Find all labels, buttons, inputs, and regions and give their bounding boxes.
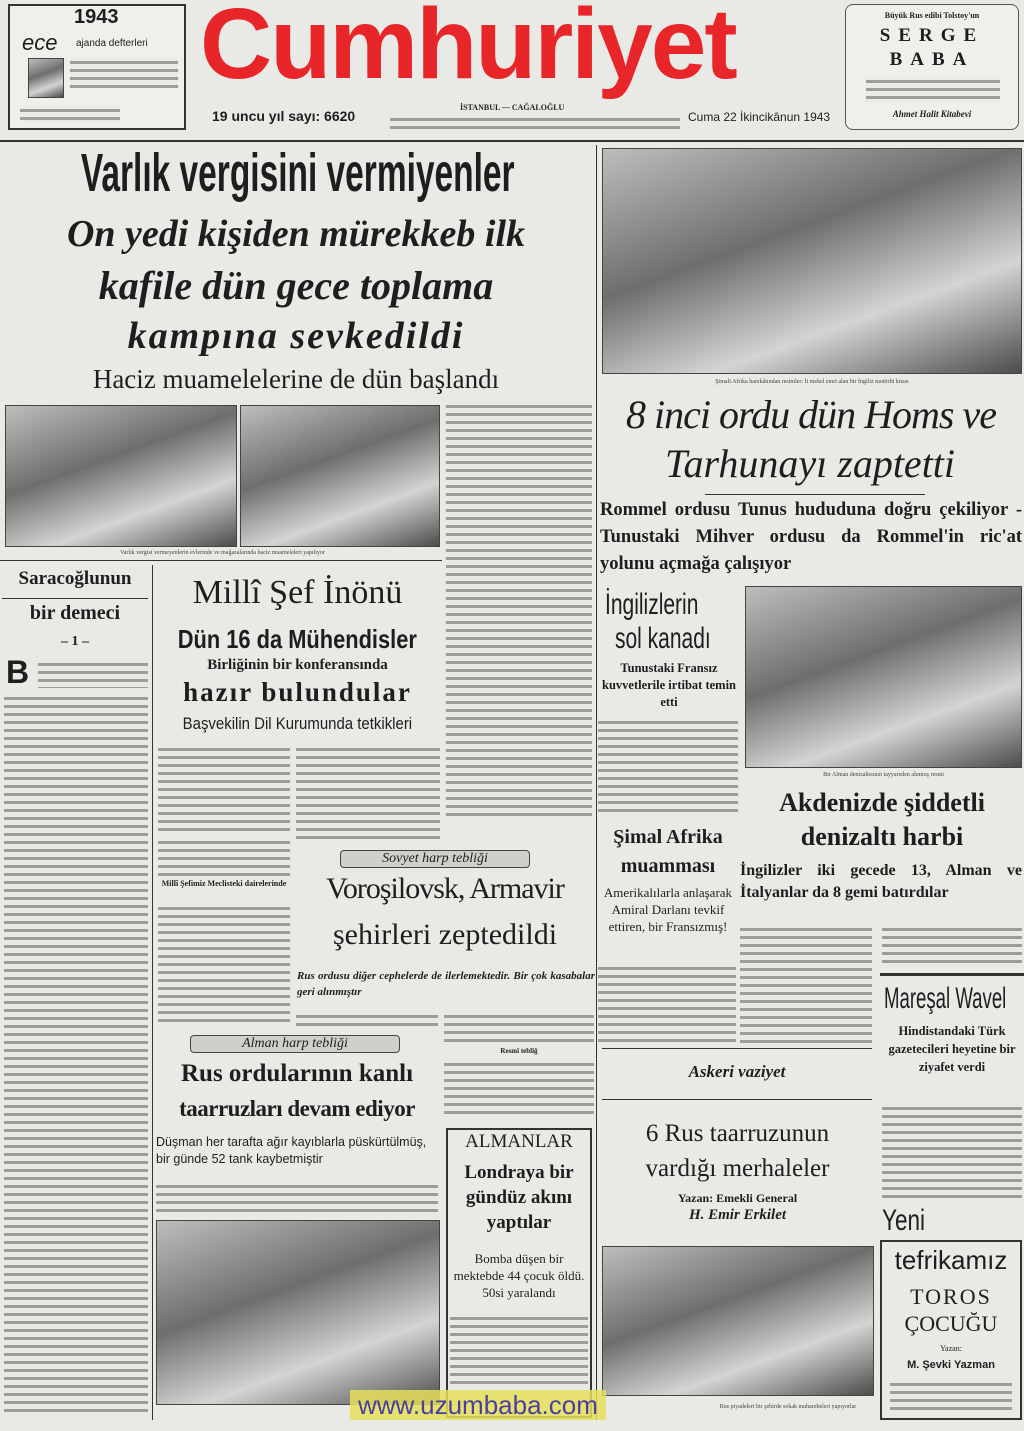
left-flank-deck: Tunustaki Fransız kuvvetlerile irtibat temin etti bbox=[602, 661, 736, 709]
simal-h1: Şimal Afrika bbox=[613, 826, 723, 848]
lead-sub-2: kafile dün gece toplama bbox=[98, 263, 494, 308]
left-flank-h2: sol kanadı bbox=[615, 622, 711, 655]
serial-title-2: ÇOCUĞU bbox=[904, 1311, 998, 1336]
serge-baba-ad: Büyük Rus edibi Tolstoy'un SERGE BABA Ahmet Halit Kitabevi bbox=[845, 4, 1019, 130]
issue-date: Cuma 22 İkincikânun 1943 bbox=[688, 110, 831, 124]
wavel-h1: Mareşal Wavel bbox=[884, 982, 1007, 1015]
serial-h1: Yeni bbox=[882, 1204, 925, 1237]
soviet-h1: Voroşilovsk, Armavir bbox=[326, 872, 564, 905]
saracoglu-h1: Saracoğlunun bbox=[18, 568, 132, 589]
lead-caption: Varlık vergisi vermeyenlerin evlerinde ve mağazalarında haciz muameleleri yapılıyor bbox=[120, 550, 325, 556]
city-line: İSTANBUL — CAĞALOĞLU bbox=[460, 103, 565, 112]
lead-headline: Varlık vergisini vermiyenler bbox=[80, 143, 515, 203]
inonu-h1: Millî Şef İnönü bbox=[192, 574, 403, 611]
watermark: www.uzumbaba.com bbox=[350, 1390, 606, 1420]
lead-sub-3: kampına sevkedildi bbox=[127, 315, 465, 357]
lead-photo-2 bbox=[240, 405, 440, 547]
submarine-deck: İngilizler iki gecede 13, Alman ve İtalyanlar da 8 gemi batırdılar bbox=[740, 862, 1022, 901]
german-deck: Düşman her tarafta ağır kayıblarla püskürtülmüş, bir günde 52 tank kaybetmiştir bbox=[156, 1135, 427, 1166]
lead-sub-1: On yedi kişiden mürekkeb ilk bbox=[66, 213, 526, 255]
inonu-h5: Başvekilin Dil Kurumunda tetkikleri bbox=[182, 714, 413, 733]
military-author: H. Emir Erkilet bbox=[688, 1207, 787, 1223]
africa-headline-1: 8 inci ordu dün Homs ve bbox=[626, 392, 996, 437]
submarine-photo bbox=[745, 586, 1022, 768]
newspaper-title: Cumhuriyet bbox=[200, 0, 736, 100]
left-flank-h1: İngilizlerin bbox=[605, 588, 699, 621]
simal-h2: muamması bbox=[620, 855, 716, 877]
military-photo bbox=[602, 1246, 874, 1396]
soviet-h2: şehirleri zeptedildi bbox=[332, 918, 558, 951]
serial-author: M. Şevki Yazman bbox=[907, 1359, 995, 1371]
german-label: Alman harp tebliği bbox=[190, 1035, 400, 1053]
london-h2: Londraya bir gündüz akını yaptılar bbox=[464, 1162, 574, 1233]
issue-number: 19 uncu yıl sayı: 6620 bbox=[212, 108, 356, 124]
saracoglu-h2: bir demeci bbox=[29, 602, 121, 624]
africa-headline-2: Tarhunayı zaptetti bbox=[664, 441, 956, 486]
serial-title-1: TOROS bbox=[910, 1284, 992, 1309]
ece-ad bbox=[8, 4, 186, 130]
lead-deck: Haciz muamelelerine de dün başlandı bbox=[92, 364, 500, 394]
ad-line: ajanda defterleri bbox=[76, 38, 148, 49]
soviet-deck: Rus ordusu diğer cephelerde de ilerlemektedir. Bir çok kasabalar geri alınmıştır bbox=[297, 970, 595, 998]
africa-photo bbox=[602, 148, 1022, 374]
simal-deck: Amerikalılarla anlaşarak Amiral Darlanı tevkif ettiren, bir Fransızmış! bbox=[603, 885, 733, 934]
military-label: Askeri vaziyet bbox=[688, 1062, 786, 1081]
ad-brand: ece bbox=[22, 30, 58, 55]
inonu-h3: Birliğinin bir konferansında bbox=[207, 657, 388, 673]
soviet-label: Sovyet harp tebliği bbox=[340, 850, 530, 868]
lead-photo-1 bbox=[5, 405, 237, 547]
military-h2: vardığı merhaleler bbox=[645, 1155, 830, 1182]
africa-deck: Rommel ordusu Tunus hududuna doğru çekiliyor - Tunustaki Mihver ordusu da Rommel'in ric'at yolunu açmağa çalışıyor bbox=[600, 500, 1022, 574]
drop-cap: B bbox=[6, 654, 30, 690]
inonu-h4: hazır bulundular bbox=[183, 677, 412, 707]
submarine-h2: denizaltı harbi bbox=[800, 822, 964, 851]
german-h2: taarruzları devam ediyor bbox=[179, 1096, 415, 1121]
ad-year: 1943 bbox=[74, 6, 119, 28]
london-h1: ALMANLAR bbox=[465, 1131, 573, 1152]
submarine-h1: Akdenizde şiddetli bbox=[779, 788, 985, 817]
military-h1: 6 Rus taarruzunun bbox=[645, 1120, 830, 1147]
bottom-left-photo bbox=[156, 1220, 440, 1405]
german-h1: Rus ordularının kanlı bbox=[180, 1060, 414, 1087]
wavel-deck: Hindistandaki Türk gazetecileri heyetine bir ziyafet verdi bbox=[888, 1024, 1016, 1074]
inonu-h2: Dün 16 da Mühendisler bbox=[177, 624, 418, 654]
london-deck: Bomba düşen bir mektebde 44 çocuk öldü. 50si yaralandı bbox=[453, 1251, 585, 1300]
